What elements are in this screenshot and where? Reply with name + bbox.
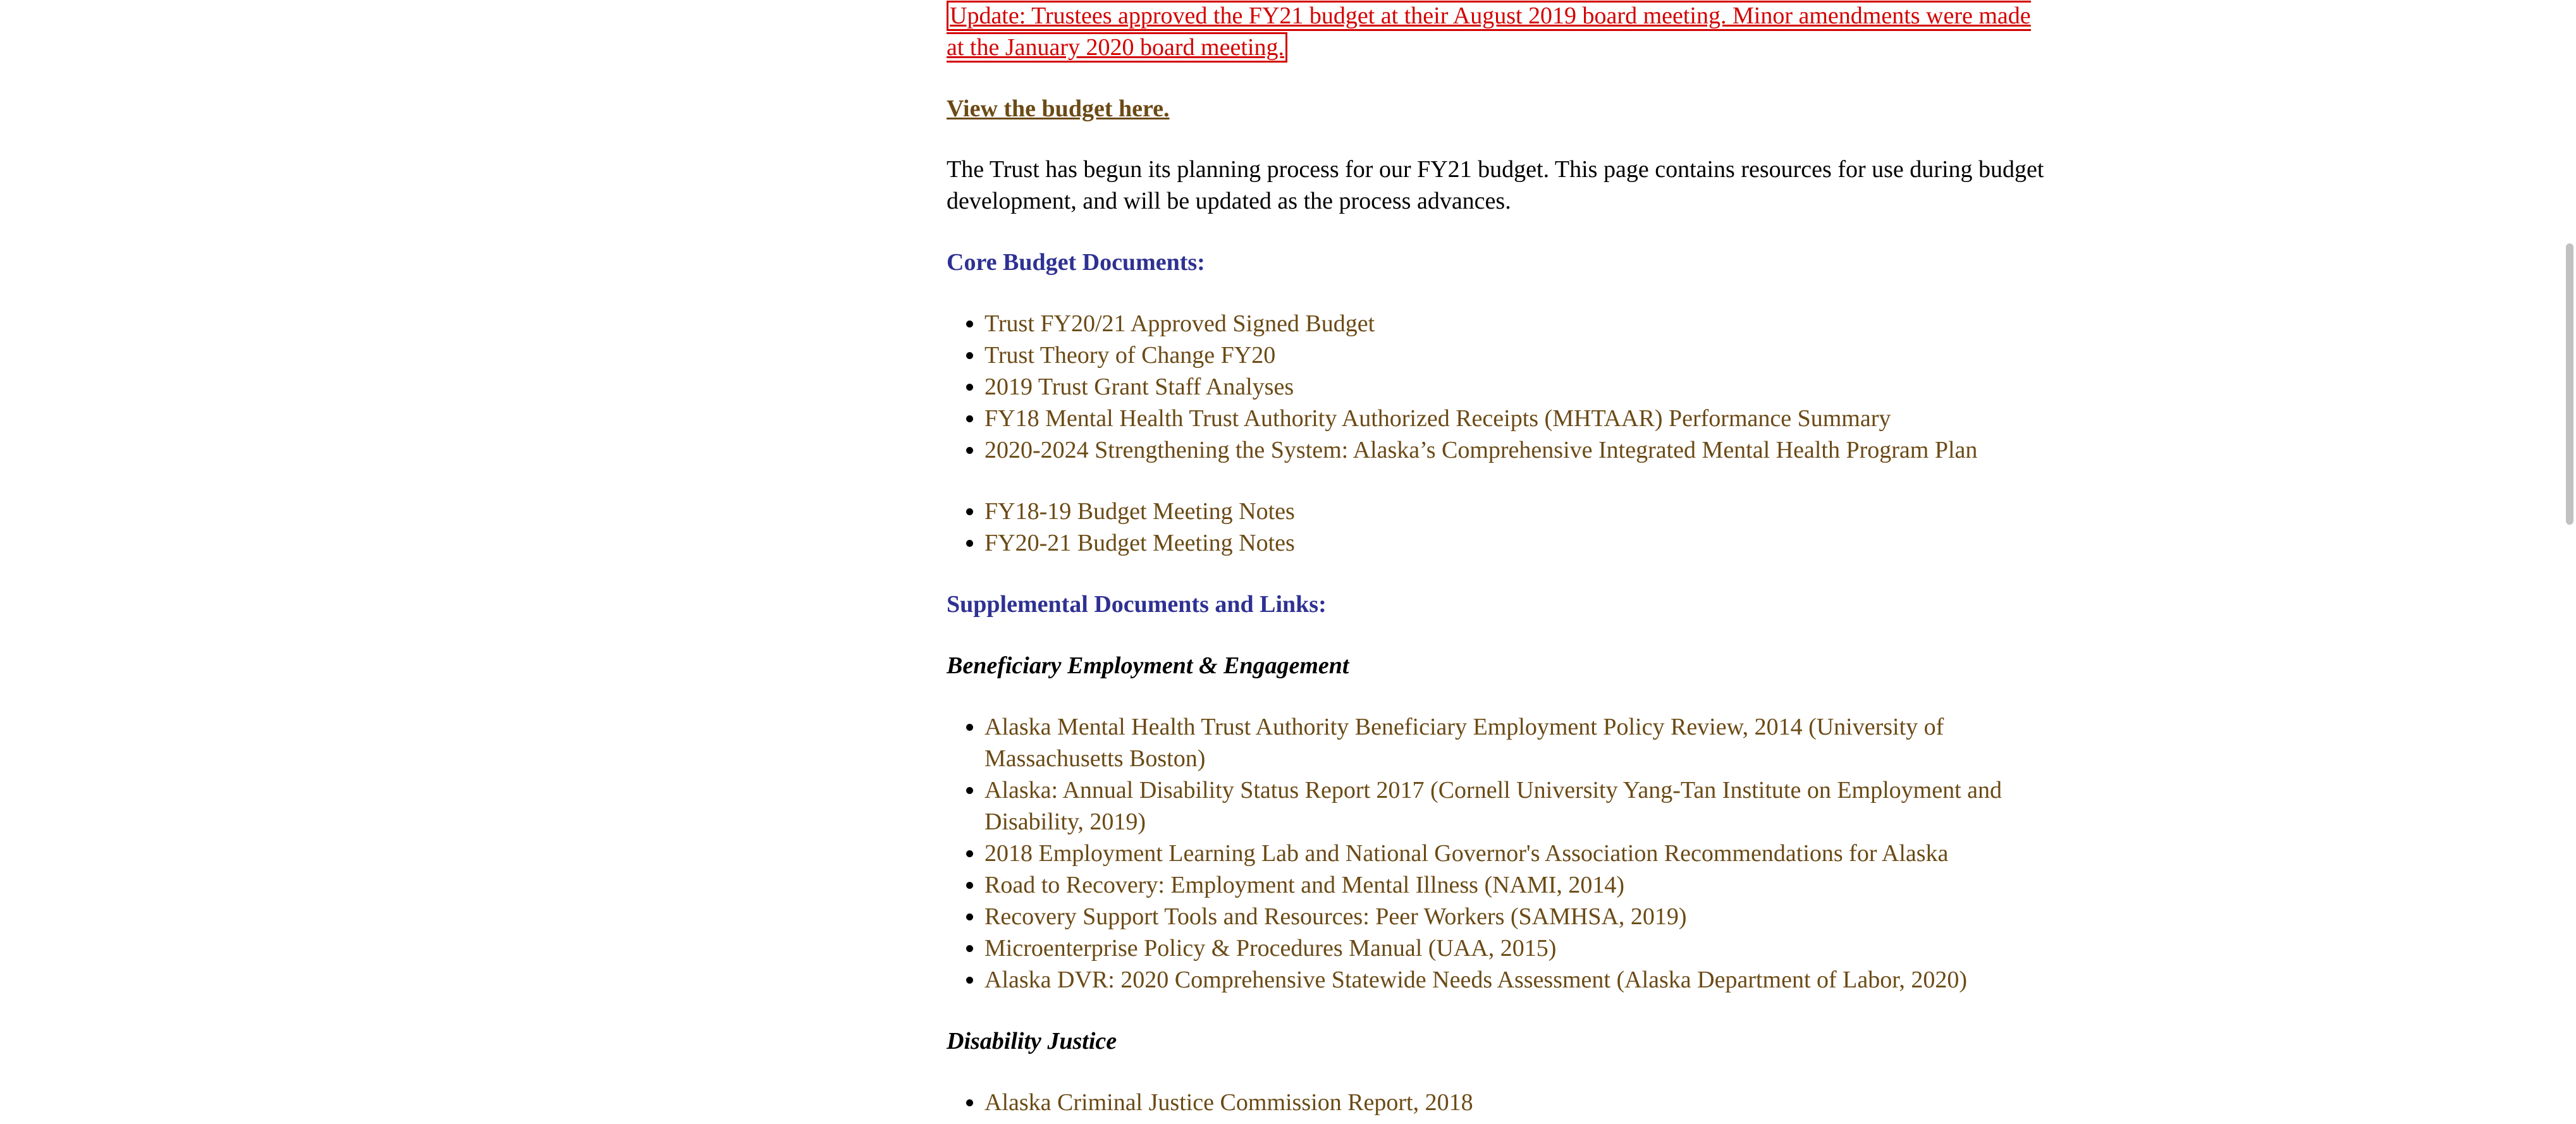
core-budget-heading: Core Budget Documents: [947, 249, 1205, 276]
scrollbar-thumb[interactable] [2566, 243, 2573, 525]
list-item [984, 838, 2053, 869]
list-item [984, 711, 2053, 774]
core-documents-list [947, 308, 2053, 466]
main-content [947, 0, 2053, 1118]
update-notice-container [947, 0, 2053, 63]
supplemental-heading: Supplemental Documents and Links: [947, 591, 1327, 618]
justice-links-list [947, 1087, 2053, 1118]
core-doc-link[interactable]: 2020-2024 Strengthening the System: Alaska’s Comprehensive Integrated Mental Health Program Plan [984, 437, 1978, 463]
disability-justice-heading: Disability Justice [947, 1028, 1117, 1054]
update-notice-link[interactable]: Update: Trustees approved the FY21 budget at their August 2019 board meeting. Minor amendments were made at the January 2020 board meeting. [947, 1, 2031, 63]
list-item [984, 403, 2053, 434]
employment-heading: Beneficiary Employment & Engagement [947, 652, 1349, 679]
meeting-notes-link[interactable]: FY18-19 Budget Meeting Notes [984, 498, 1295, 525]
employment-link[interactable]: Alaska: Annual Disability Status Report 2017 (Cornell University Yang-Tan Institute on Employment and Disability, 2019) [984, 777, 2003, 835]
list-item [984, 901, 2053, 932]
intro-paragraph: The Trust has begun its planning process for our FY21 budget. This page contains resources for use during budget development, and will be updated as the process advances. [947, 156, 2044, 214]
list-item [984, 371, 2053, 403]
view-budget-link[interactable]: View the budget here. [947, 95, 1170, 122]
list-item [984, 932, 2053, 964]
meeting-notes-list [947, 496, 2053, 559]
core-doc-link[interactable]: Trust Theory of Change FY20 [984, 342, 1276, 369]
justice-link[interactable]: Alaska Criminal Justice Commission Report, 2018 [984, 1089, 1473, 1116]
core-doc-link[interactable]: Trust FY20/21 Approved Signed Budget [984, 310, 1375, 337]
list-item [984, 1087, 2053, 1118]
list-item [984, 339, 2053, 371]
employment-link[interactable]: Microenterprise Policy & Procedures Manual (UAA, 2015) [984, 935, 1557, 962]
list-item [984, 869, 2053, 901]
core-doc-link[interactable]: 2019 Trust Grant Staff Analyses [984, 374, 1294, 400]
list-item [984, 308, 2053, 339]
vertical-scrollbar[interactable] [2562, 0, 2576, 1124]
employment-links-list [947, 711, 2053, 996]
employment-link[interactable]: 2018 Employment Learning Lab and National Governor's Association Recommendations for Alaska [984, 840, 1949, 867]
employment-link[interactable]: Alaska DVR: 2020 Comprehensive Statewide Needs Assessment (Alaska Department of Labor, 2020) [984, 967, 1968, 993]
list-item [984, 774, 2053, 838]
list-item [984, 496, 2053, 527]
list-item [984, 964, 2053, 996]
employment-link[interactable]: Road to Recovery: Employment and Mental Illness (NAMI, 2014) [984, 872, 1625, 898]
employment-link[interactable]: Alaska Mental Health Trust Authority Beneficiary Employment Policy Review, 2014 (University of Massachusetts Boston) [984, 714, 1944, 772]
employment-link[interactable]: Recovery Support Tools and Resources: Peer Workers (SAMHSA, 2019) [984, 903, 1687, 930]
meeting-notes-link[interactable]: FY20-21 Budget Meeting Notes [984, 530, 1295, 556]
list-item [984, 434, 2053, 466]
list-item [984, 527, 2053, 559]
core-doc-link[interactable]: FY18 Mental Health Trust Authority Authorized Receipts (MHTAAR) Performance Summary [984, 405, 1891, 432]
